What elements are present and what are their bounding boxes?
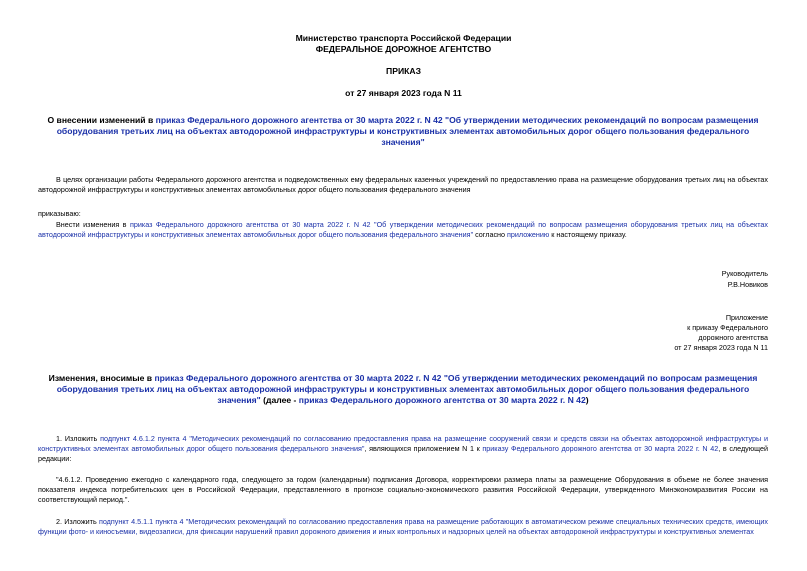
changes-title-suffix: )	[585, 395, 589, 405]
appendix-line-3: дорожного агентства	[698, 333, 768, 342]
order-item	[38, 220, 768, 240]
appendix-line-4: от 27 января 2023 года N 11	[674, 343, 768, 352]
changes-title-link[interactable]: приказ Федерального дорожного агентства от 30 марта 2022 г. N 42 "Об утверждении методических рекомендаций по вопросам размещения оборудования третьих лиц на объектах автодорожной инфраструктуры и конструктивных элементах автомобильных дорог общего пользования федерального значения"	[56, 373, 758, 405]
item2-prefix: 2. Изложить	[56, 517, 99, 526]
change-item-1	[38, 434, 768, 464]
preamble: В целях организации работы Федерального дорожного агентства и подведомственных ему федеральных казенных учреждений по предоставлению права на размещение оборудования третьих лиц на объектах автодорожной инфраструктуры и конструктивных элементах автомобильных дорог общего пользования федерального значения	[38, 175, 768, 194]
item1-middle: , являющихся приложением N 1 к	[364, 444, 483, 453]
appendix-link[interactable]: приложению	[507, 230, 550, 239]
changes-title-link-2[interactable]: приказ Федерального дорожного агентства от 30 марта 2022 г. N 42	[298, 395, 586, 405]
changes-title-prefix: Изменения, вносимые в	[48, 373, 155, 383]
document-date-number: от 27 января 2023 года N 11	[345, 88, 462, 98]
ministry-name: Министерство транспорта Российской Федерации	[295, 33, 512, 43]
appendix-line-2: к приказу Федерального	[687, 323, 768, 332]
order-item-middle: согласно	[473, 230, 508, 239]
title-link[interactable]: приказ Федерального дорожного агентства от 30 марта 2022 г. N 42 "Об утверждении методических рекомендаций по вопросам размещения оборудования третьих лиц на объектах автодорожной инфраструктуры и конструктивных элементах автомобильных дорог общего пользования федерального значения"	[56, 115, 759, 147]
item2-link[interactable]: подпункт 4.5.1.1 пункта 4 "Методических рекомендаций по согласованию предоставления права на размещение работающих в автоматическом режиме специальных технических средств, имеющих функции фото- и киносъемки, видеозаписи, для фиксации нарушений правил дорожного движения и иных контрольных и надзорных целей на объектах автодорожной инфраструктуры и конструктивных элементах	[38, 517, 768, 536]
item1-suffix: , в следующей редакции:	[38, 444, 768, 463]
order-item-link[interactable]: приказ Федерального дорожного агентства от 30 марта 2022 г. N 42 "Об утверждении методических рекомендаций по вопросам размещения оборудования третьих лиц на объектах автодорожной инфраструктуры и конструктивных элементах автомобильных дорог общего пользования федерального значения"	[38, 220, 769, 239]
quote-1: "4.6.1.2. Проведению ежегодно с календарного года, следующего за годом (календарным) подписания Договора, корректировки размера платы за размещение Оборудования в объеме не более значения показателя индекса потребительских цен в Российской Федерации, представленного в прогнозе социально-экономического развития Российской Федерации, утвержденного Минэкономразвития России на соответствующий период.".	[38, 475, 768, 504]
title-prefix: О внесении изменений в	[47, 115, 156, 125]
order-item-suffix: к настоящему приказу.	[549, 230, 627, 239]
signature-role: Руководитель	[721, 269, 768, 278]
document-title	[38, 115, 768, 148]
order-item-prefix: Внести изменения в	[56, 220, 130, 229]
changes-title	[38, 373, 768, 406]
signature-name: Р.В.Новиков	[727, 280, 768, 289]
agency-name: ФЕДЕРАЛЬНОЕ ДОРОЖНОЕ АГЕНТСТВО	[315, 44, 492, 54]
item1-link-2[interactable]: приказу Федерального дорожного агентства от 30 марта 2022 г. N 42	[482, 444, 719, 453]
item1-prefix: 1. Изложить	[56, 434, 101, 443]
item1-link[interactable]: подпункт 4.6.1.2 пункта 4 "Методических рекомендаций по согласованию предоставления права на размещение сооружений связи и средств связи на объектах автодорожной инфраструктуры и конструктивных элементах автомобильных дорог общего пользования федерального значения"	[38, 434, 769, 453]
order-word: приказываю:	[38, 209, 81, 218]
changes-title-middle: (далее -	[260, 395, 299, 405]
appendix-line-1: Приложение	[725, 313, 768, 322]
document-type: ПРИКАЗ	[386, 66, 421, 76]
change-item-2	[38, 517, 768, 537]
